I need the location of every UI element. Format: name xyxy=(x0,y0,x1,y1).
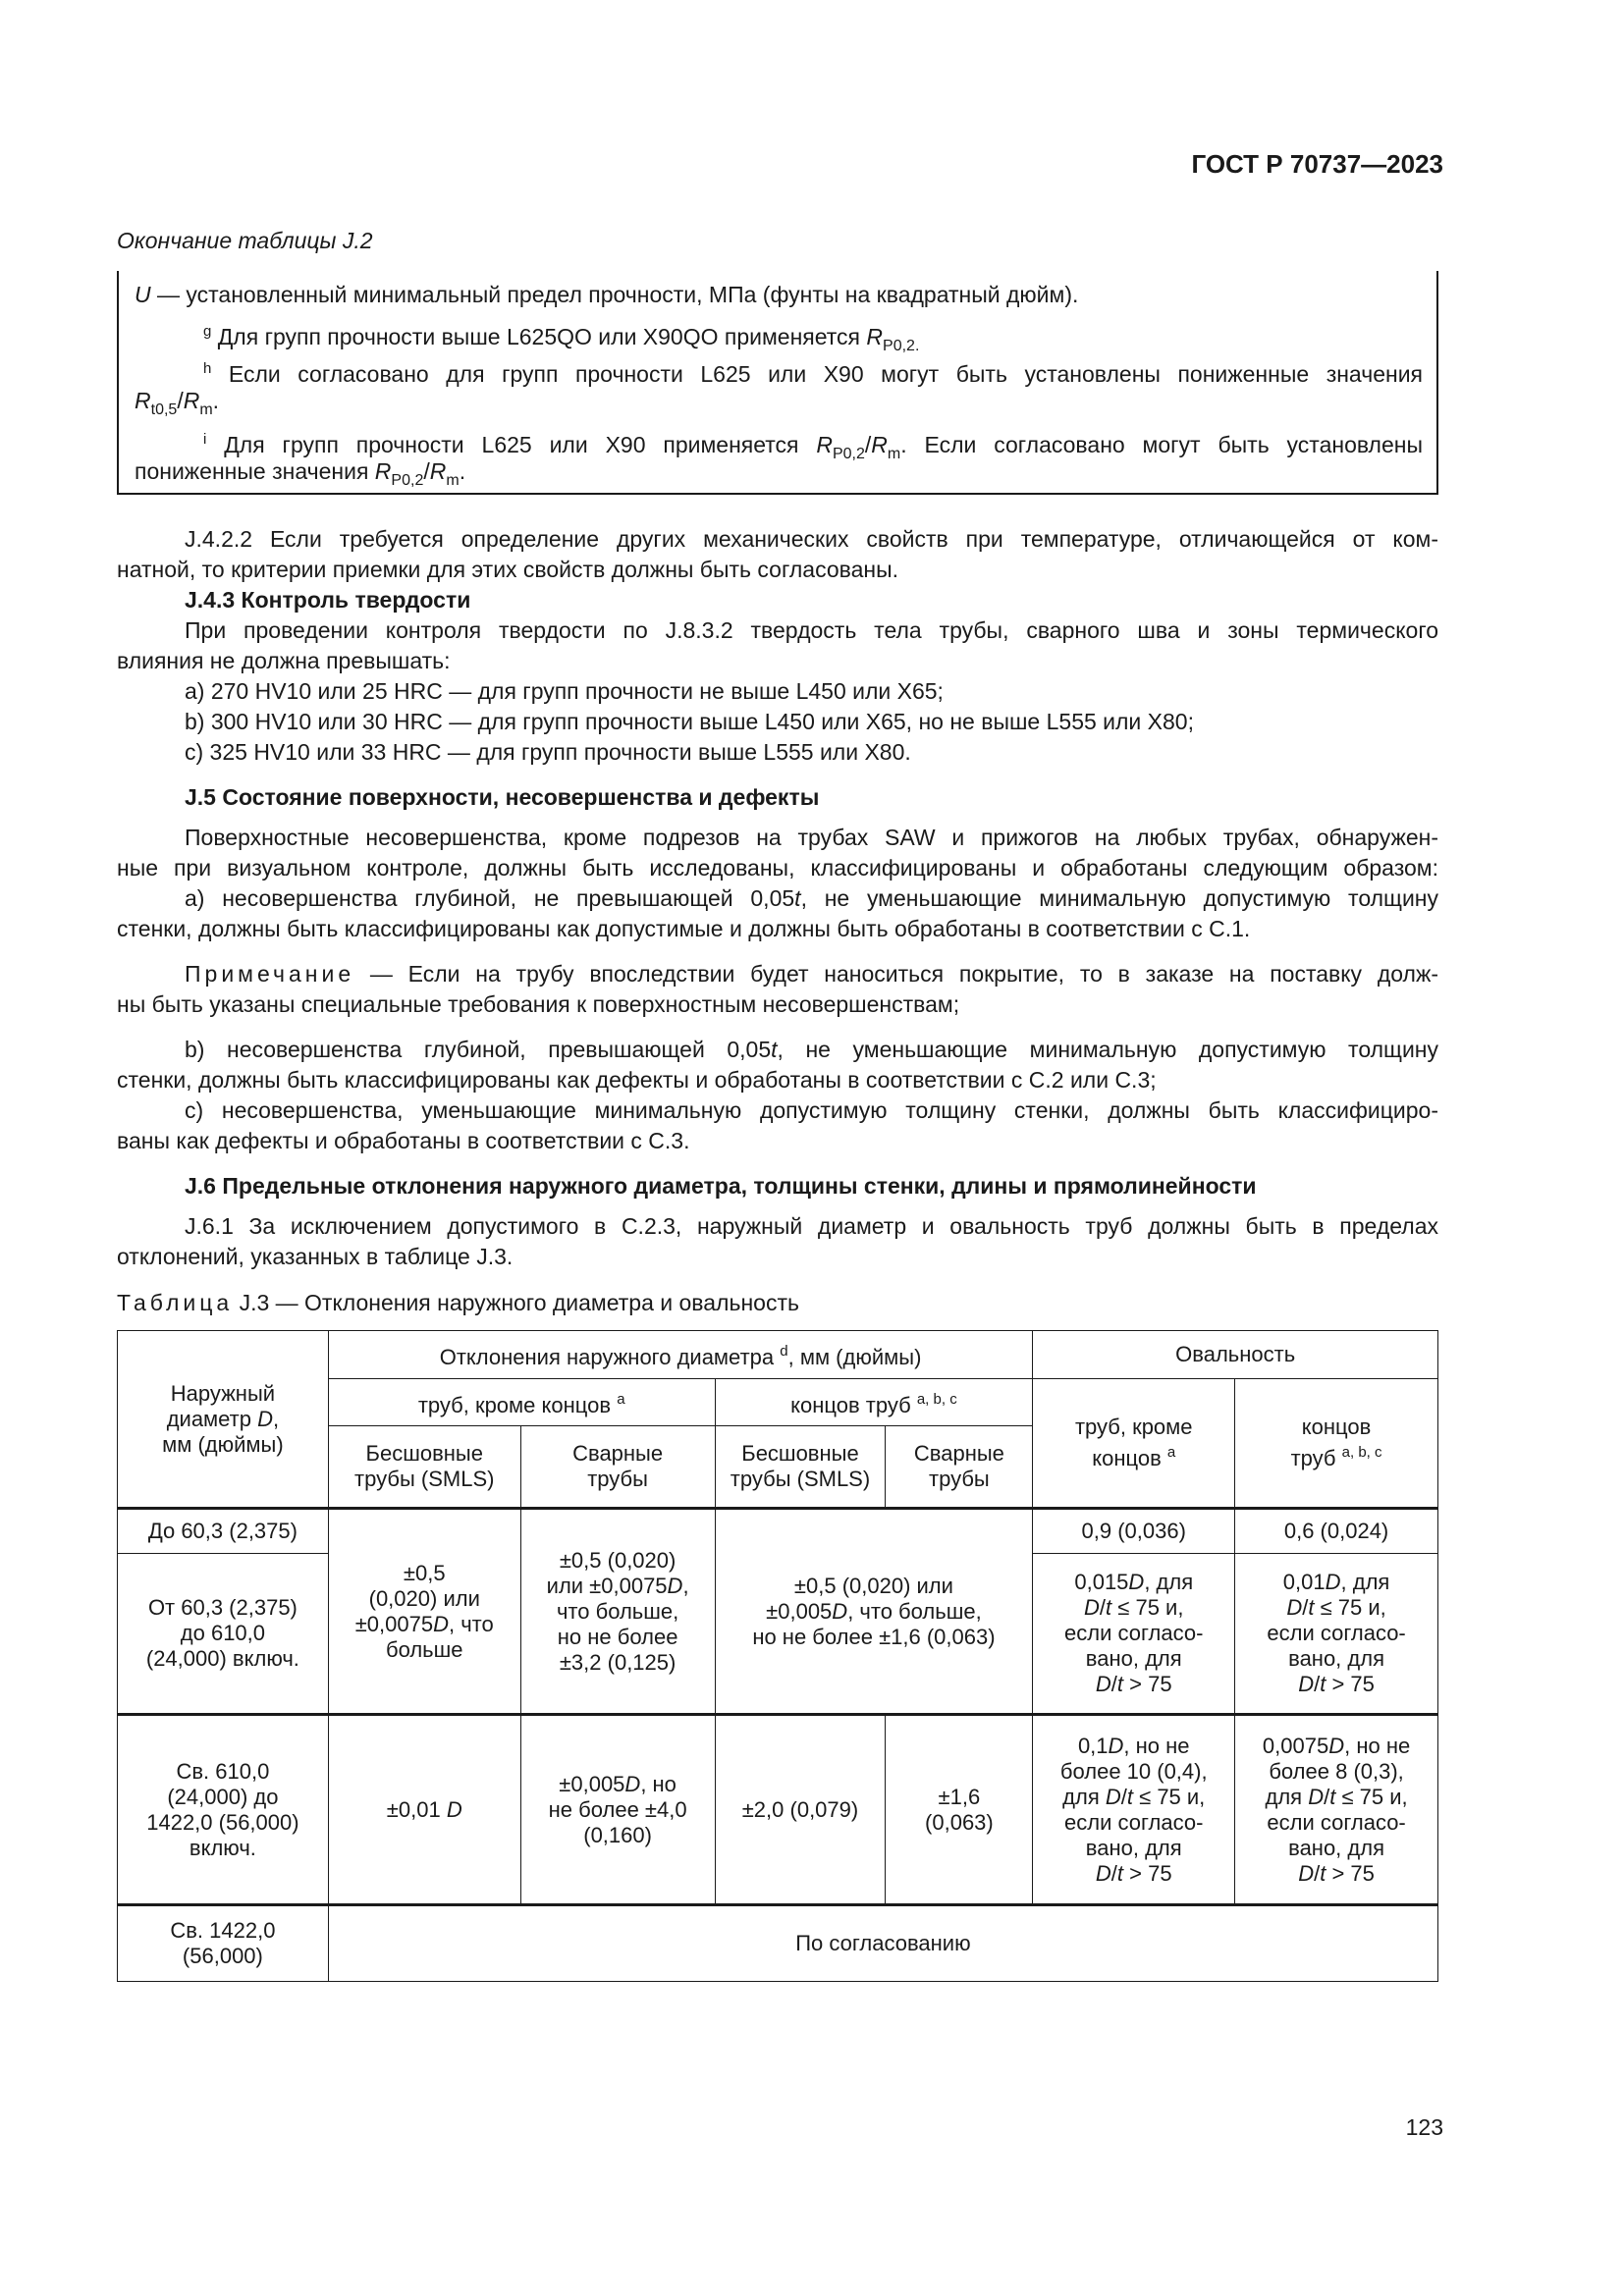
paragraph-j5-line2: ные при визуальном контроле, должны быть исследованы, классифицированы и обработаны следующим образом: xyxy=(117,855,1438,881)
paragraph-j43-line2: влияния не должна превышать: xyxy=(117,648,451,673)
heading-j5: J.5 Состояние поверхности, несовершенства и дефекты xyxy=(185,784,820,810)
paragraph-j422-line2: натной, то критерии приемки для этих свойств должны быть согласованы. xyxy=(117,557,898,582)
heading-j43: J.4.3 Контроль твердости xyxy=(185,587,471,613)
note-i: $^i$ Для групп прочности L625 или X90 применяется $R_{P0,2}/R_m$. Если согласовано могут быть установлены xyxy=(203,431,1423,462)
list-item-b: b) 300 HV10 или 30 HRC — для групп прочности выше L450 или X65, но не выше L555 или X80; xyxy=(185,709,1194,734)
row3-ends-seamless: ±2,0 (0,079) xyxy=(715,1715,886,1905)
row12-seamless: ±0,5 (0,020) или ±0,0075D, что больше xyxy=(328,1509,520,1715)
row1-ovality-pipes: 0,9 (0,036) xyxy=(1033,1509,1235,1554)
paragraph-j5c-line1: c) несовершенства, уменьшающие минимальную допустимую толщину стенки, должны быть классифициро- xyxy=(185,1097,1438,1123)
heading-j6: J.6 Предельные отклонения наружного диаметра, толщины стенки, длины и прямолинейности xyxy=(185,1173,1257,1199)
paragraph-j5c-line2: ваны как дефекты и обработаны в соответствии с C.3. xyxy=(117,1128,690,1153)
row2-ovality-ends: 0,01D, для D/t ≤ 75 и, если согласо- вано, для D/t > 75 xyxy=(1235,1554,1438,1715)
row3-welded: ±0,005D, но не более ±4,0 (0,160) xyxy=(520,1715,715,1905)
table-caption: Таблица J.3 — Отклонения наружного диаметра и овальность xyxy=(117,1290,799,1315)
paragraph-j5b-line1: b) несовершенства глубиной, превышающей 0,05t, не уменьшающие минимальную допустимую толщину xyxy=(185,1037,1438,1062)
header-od-deviation: Отклонения наружного диаметра $^d$, мм (дюймы) xyxy=(328,1331,1033,1379)
table-j3 xyxy=(117,1330,1438,1982)
row2-ovality-pipes: 0,015D, для D/t ≤ 75 и, если согласо- вано, для D/t > 75 xyxy=(1033,1554,1235,1715)
note-g: $^g$ Для групп прочности выше L625QO или X90QO применяется $R_{P0,2.}$ xyxy=(203,323,920,354)
row1-od: До 60,3 (2,375) xyxy=(118,1509,329,1554)
paragraph-j5a-line2: стенки, должны быть классифицированы как допустимые и должны быть обработаны в соответствии с C.1. xyxy=(117,916,1251,941)
header-seamless-2: Бесшовные трубы (SMLS) xyxy=(715,1426,886,1509)
row3-ovality-pipes: 0,1D, но не более 10 (0,4), для D/t ≤ 75 и, если согласо- вано, для D/t > 75 xyxy=(1033,1715,1235,1905)
paragraph-j422-line1: J.4.2.2 Если требуется определение других механических свойств при температуре, отличающейся от ком- xyxy=(185,526,1438,552)
list-item-a: a) 270 HV10 или 25 HRC — для групп прочности не выше L450 или X65; xyxy=(185,678,944,704)
paragraph-j5-line1: Поверхностные несовершенства, кроме подрезов на трубах SAW и прижогов на любых трубах, обнаружен- xyxy=(185,825,1438,850)
note-u: U — установленный минимальный предел прочности, МПа (фунты на квадратный дюйм). xyxy=(135,282,1079,307)
table-continuation-title: Окончание таблицы J.2 xyxy=(117,228,373,253)
header-welded-2: Сварные трубы xyxy=(886,1426,1033,1509)
paragraph-j43-line1: При проведении контроля твердости по J.8.3.2 твердость тела трубы, сварного шва и зоны термического xyxy=(185,617,1438,643)
row1-ovality-ends: 0,6 (0,024) xyxy=(1235,1509,1438,1554)
row12-welded: ±0,5 (0,020) или ±0,0075D, что больше, но не более ±3,2 (0,125) xyxy=(520,1509,715,1715)
row3-seamless: ±0,01 D xyxy=(328,1715,520,1905)
header-welded-1: Сварные трубы xyxy=(520,1426,715,1509)
header-ovality: Овальность xyxy=(1033,1331,1438,1379)
paragraph-j61-line1: J.6.1 За исключением допустимого в C.2.3, наружный диаметр и овальность труб должны быть в пределах xyxy=(185,1213,1438,1239)
list-item-c: c) 325 HV10 или 33 HRC — для групп прочности выше L555 или X80. xyxy=(185,739,911,765)
header-ovality-ends: концов труб $^{a, b, c}$ xyxy=(1235,1379,1438,1509)
row4-value: По согласованию xyxy=(328,1905,1437,1982)
row12-ends: ±0,5 (0,020) или ±0,005D, что больше, но не более ±1,6 (0,063) xyxy=(715,1509,1033,1715)
header-outer-diameter: Наружный диаметр D, мм (дюймы) xyxy=(118,1331,329,1509)
header-ovality-pipes: труб, кроме концов $^a$ xyxy=(1033,1379,1235,1509)
note-i-cont: пониженные значения $R_{P0,2}/R_m$. xyxy=(135,458,466,489)
note-line1: Примечание — Если на трубу впоследствии будет наноситься покрытие, то в заказе на поставку долж- xyxy=(185,961,1438,987)
paragraph-j61-line2: отклонений, указанных в таблице J.3. xyxy=(117,1244,514,1269)
note-h: $^h$ Если согласовано для групп прочности L625 или X90 могут быть установлены пониженные значения xyxy=(203,360,1423,387)
paragraph-j5b-line2: стенки, должны быть классифицированы как дефекты и обработаны в соответствии с C.2 или C.3; xyxy=(117,1067,1157,1093)
page-number: 123 xyxy=(1405,2114,1443,2140)
row3-od: Св. 610,0 (24,000) до 1422,0 (56,000) включ. xyxy=(118,1715,329,1905)
note-line2: ны быть указаны специальные требования к поверхностным несовершенствам; xyxy=(117,991,960,1017)
header-pipe-ends: концов труб $^{a, b, c}$ xyxy=(715,1379,1033,1426)
row2-od: От 60,3 (2,375) до 610,0 (24,000) включ. xyxy=(118,1554,329,1715)
header-pipes-except-ends: труб, кроме концов $^a$ xyxy=(328,1379,715,1426)
row4-od: Св. 1422,0 (56,000) xyxy=(118,1905,329,1982)
note-h-cont: $R_{t0,5}/R_m$. xyxy=(135,388,220,418)
paragraph-j5a-line1: a) несовершенства глубиной, не превышающей 0,05t, не уменьшающие минимальную допустимую толщину xyxy=(185,885,1438,911)
document-id: ГОСТ Р 70737—2023 xyxy=(1191,149,1443,179)
table-j2-notes xyxy=(117,271,1438,495)
header-seamless-1: Бесшовные трубы (SMLS) xyxy=(328,1426,520,1509)
row3-ends-welded: ±1,6 (0,063) xyxy=(886,1715,1033,1905)
row3-ovality-ends: 0,0075D, но не более 8 (0,3), для D/t ≤ 75 и, если согласо- вано, для D/t > 75 xyxy=(1235,1715,1438,1905)
